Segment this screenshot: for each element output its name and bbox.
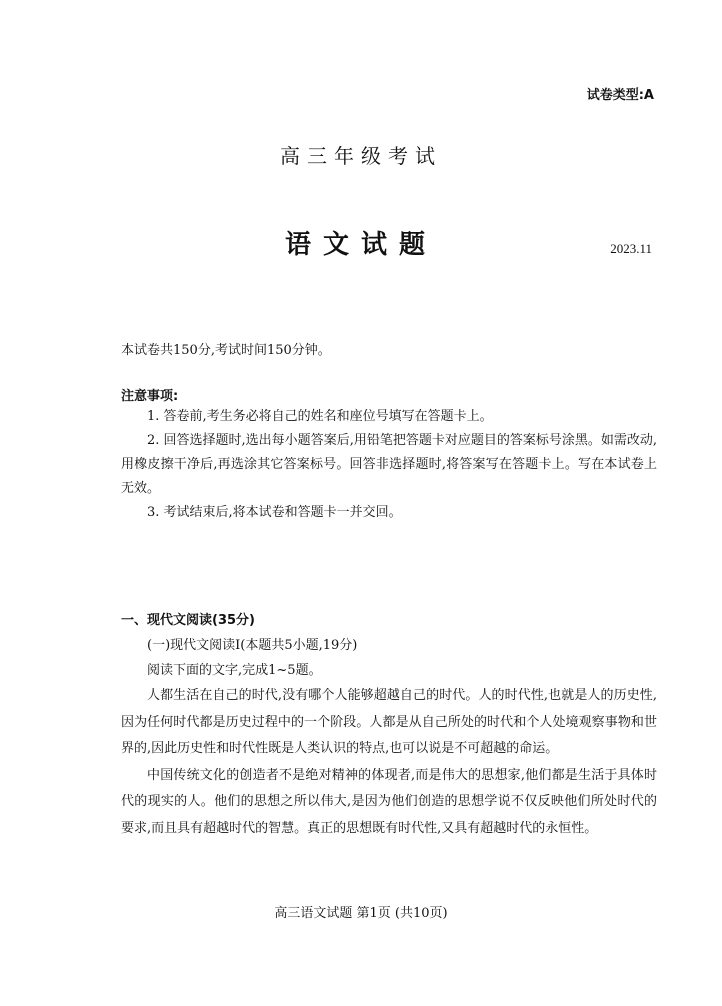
notice-item: 1. 答卷前,考生务必将自己的姓名和座位号填写在答题卡上。 <box>147 409 493 424</box>
passage-paragraph: 中国传统文化的创造者不是绝对精神的体现者,而是伟大的思想家,他们都是生活于具体时代的现实的人。他们的思想之所以伟大,是因为他们创造的思想学说不仅反映他们所处时代的要求,而且具有超越时代的智慧。真正的思想既有时代性,又具有超越时代的永恒性。 <box>121 767 657 836</box>
paper-type-label: 试卷类型:A <box>586 88 654 103</box>
reading-instruction: 阅读下面的文字,完成1~5题。 <box>147 663 322 678</box>
page-footer: 高三语文试题 第1页 (共10页) <box>274 906 448 921</box>
notice-heading: 注意事项: <box>121 389 179 404</box>
section-heading: 一、现代文阅读(35分) <box>121 613 255 628</box>
notice-item: 2. 回答选择题时,选出每小题答案后,用铅笔把答题卡对应题目的答案标号涂黑。如需改动,用橡皮擦干净后,再选涂其它答案标号。回答非选择题时,将答案写在答题卡上。写在本试卷上无效。 <box>121 433 657 496</box>
notice-item: 3. 考试结束后,将本试卷和答题卡一并交回。 <box>147 505 402 520</box>
subsection-heading: (一)现代文阅读Ⅰ(本题共5小题,19分) <box>147 638 358 653</box>
reading-passage <box>121 683 657 842</box>
subject-title: 语文试题 <box>284 230 437 260</box>
exam-title: 高三年级考试 <box>280 144 442 168</box>
exam-date: 2023.11 <box>610 241 652 256</box>
notice-list <box>121 405 657 525</box>
exam-info: 本试卷共150分,考试时间150分钟。 <box>121 343 331 358</box>
passage-paragraph: 人都生活在自己的时代,没有哪个人能够超越自己的时代。人的时代性,也就是人的历史性,因为任何时代都是历史过程中的一个阶段。人都是从自己所处的时代和个人处境观察事物和世界的,因此历史性和时代性既是人类认识的特点,也可以说是不可超越的命运。 <box>121 688 657 756</box>
